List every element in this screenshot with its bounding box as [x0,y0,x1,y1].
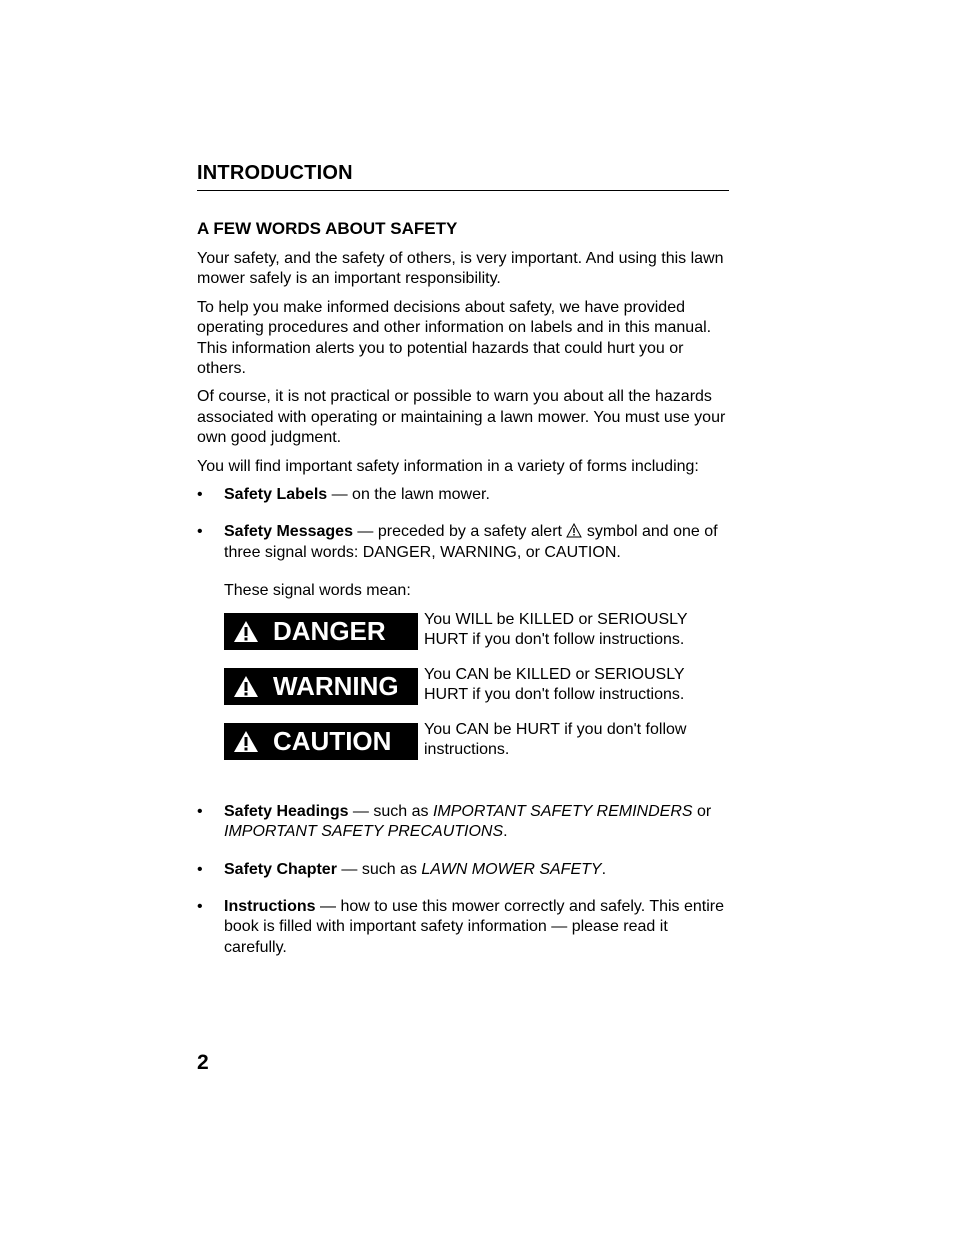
warning-triangle-icon [233,730,259,753]
danger-label [224,613,418,650]
bullet-dot: • [197,860,203,878]
signal-row-danger [224,610,729,652]
paragraph: You will find important safety information in a variety of forms including: [197,457,699,475]
list-term: Safety Headings [224,802,349,820]
list-description: — such as [336,860,422,878]
signal-word: DANGER [273,615,386,646]
title-rule [197,190,729,191]
heading-example: IMPORTANT SAFETY REMINDERS [432,802,693,820]
caution-label [224,723,418,760]
list-description: — how to use this mower correctly and safely. This entire book is filled with important safety information — please read it carefully. [224,897,725,956]
list-description: symbol and one of three signal words: DANGER, WARNING, or CAUTION. [224,523,718,561]
list-item-safety-chapter [197,860,729,880]
section-title: INTRODUCTION [197,162,353,184]
list-description: . [503,823,508,841]
signal-word: CAUTION [273,725,392,756]
bullet-dot: • [197,802,203,820]
warning-triangle-icon [233,675,259,698]
list-term: Safety Messages [224,523,353,541]
paragraph: Of course, it is not practical or possible to warn you about all the hazards associated with operating or maintaining a lawn mower. You must use your own good judgment. [197,388,726,447]
list-term: Instructions [224,897,316,915]
list-term: Safety Labels [224,486,328,504]
list-term: Safety Chapter [224,860,337,878]
signal-word: WARNING [273,670,399,701]
signal-meaning: You CAN be KILLED or SERIOUSLY HURT if you don't follow instructions. [424,665,685,704]
signal-meaning: You CAN be HURT if you don't follow instructions. [424,720,687,759]
warning-triangle-icon [233,620,259,643]
list-item-safety-messages [197,522,729,761]
signal-row-caution [224,720,729,762]
paragraph: Your safety, and the safety of others, is very important. And using this lawn mower safely is an important responsibility. [197,250,724,288]
bullet-dot: • [197,523,203,541]
chapter-example: LAWN MOWER SAFETY [421,860,602,878]
warning-triangle-icon [566,523,582,538]
list-description: or [692,802,712,820]
page-number: 2 [197,1051,209,1074]
list-item-safety-labels [197,485,729,505]
bullet-dot: • [197,897,203,915]
signal-row-warning [224,665,729,707]
body-text [197,249,729,975]
list-description: — on the lawn mower. [327,486,490,504]
safety-forms-list [197,485,729,958]
list-item-instructions [197,897,729,958]
heading-example: IMPORTANT SAFETY PRECAUTIONS [224,823,504,841]
paragraph: To help you make informed decisions about safety, we have provided operating procedures and other information on labels and in this manual. This information alerts you to potential hazards that could hurt you or others. [197,298,712,378]
signal-words-intro: These signal words mean: [224,582,411,600]
warning-label [224,668,418,705]
bullet-dot: • [197,486,203,504]
list-description: — such as [348,802,433,820]
signal-word-table [224,610,729,762]
signal-meaning: You WILL be KILLED or SERIOUSLY HURT if you don't follow instructions. [424,610,688,649]
subsection-title: A FEW WORDS ABOUT SAFETY [197,219,458,238]
list-description: — preceded by a safety alert [352,523,567,541]
list-item-safety-headings [197,802,729,843]
list-description: . [601,860,607,878]
